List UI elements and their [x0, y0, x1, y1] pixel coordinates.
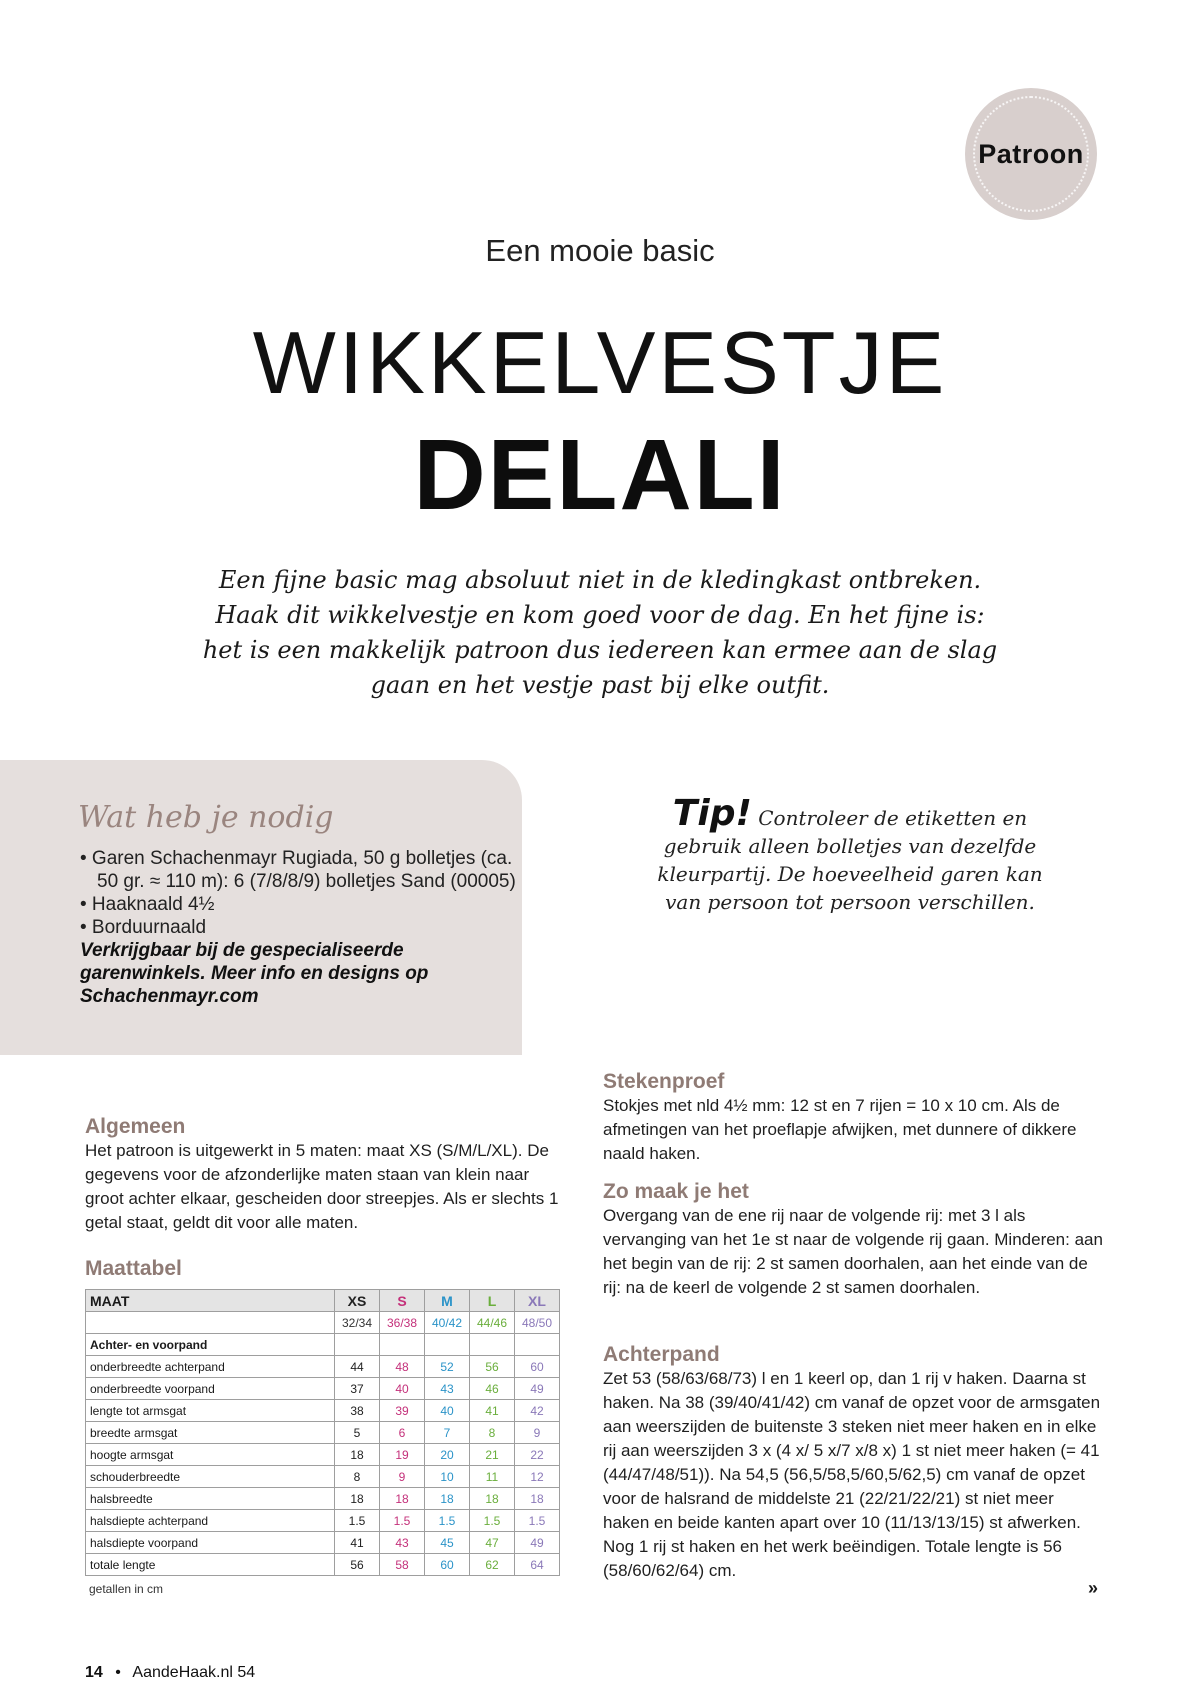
table-row	[86, 1400, 560, 1422]
row-label: halsdiepte achterpand	[86, 1510, 335, 1532]
materials-list	[80, 847, 520, 1008]
kicker: Een mooie basic	[485, 233, 715, 268]
section-empty	[470, 1334, 515, 1356]
size-range-row	[86, 1312, 560, 1334]
row-value: 41	[335, 1532, 380, 1554]
row-value: 1.5	[425, 1510, 470, 1532]
row-value: 48	[380, 1356, 425, 1378]
range-m: 40/42	[425, 1312, 470, 1334]
badge-label: Patroon	[978, 138, 1084, 169]
section-empty	[515, 1334, 560, 1356]
materials-item: • Garen Schachenmayr Rugiada, 50 g bolletjes (ca. 50 gr. ≈ 110 m): 6 (7/8/8/9) bolletjes Sand (00005)	[80, 848, 516, 892]
zomaak-heading: Zo maak je het	[603, 1180, 749, 1203]
row-value: 1.5	[515, 1510, 560, 1532]
title-line-1-text: WIKKELVESTJE	[252, 313, 948, 412]
row-value: 18	[515, 1488, 560, 1510]
row-value: 46	[470, 1378, 515, 1400]
row-value: 64	[515, 1554, 560, 1576]
row-value: 39	[380, 1400, 425, 1422]
materials-item: • Borduurnaald	[80, 917, 207, 938]
row-value: 8	[470, 1422, 515, 1444]
row-value: 8	[335, 1466, 380, 1488]
row-value: 44	[335, 1356, 380, 1378]
row-value: 43	[425, 1378, 470, 1400]
intro-text: Een fijne basic mag absoluut niet in de kledingkast ontbreken. Haak dit wikkelvestje en kom goed voor de dag. En het fijne is: het is een makkelijk patroon dus iedereen kan ermee aan de slag gaan en het vestje past bij elke outfit.	[202, 566, 998, 699]
algemeen-section	[85, 1115, 567, 1235]
materials-title: Wat heb je nodig	[78, 800, 334, 835]
row-value: 22	[515, 1444, 560, 1466]
table-row	[86, 1444, 560, 1466]
row-value: 21	[470, 1444, 515, 1466]
magazine-name: AandeHaak.nl 54	[132, 1664, 256, 1681]
row-label: totale lengte	[86, 1554, 335, 1576]
table-row	[86, 1510, 560, 1532]
row-value: 43	[380, 1532, 425, 1554]
row-value: 18	[335, 1488, 380, 1510]
row-label: hoogte armsgat	[86, 1444, 335, 1466]
row-label: halsbreedte	[86, 1488, 335, 1510]
row-value: 18	[335, 1444, 380, 1466]
maattabel-heading: Maattabel	[85, 1257, 182, 1280]
materials-item: • Haaknaald 4½	[80, 894, 215, 915]
stekenproef-text: Stokjes met nld 4½ mm: 12 st en 7 rijen = 10 x 10 cm. Als de afmetingen van het proeflapje afwijken, met dunnere of dikkere naald haken.	[603, 1096, 1077, 1163]
title-line-2: DELALI	[413, 419, 787, 531]
row-value: 60	[425, 1554, 470, 1576]
range-s: 36/38	[380, 1312, 425, 1334]
size-s: S	[380, 1290, 425, 1312]
achterpand-section	[603, 1343, 1103, 1583]
section-row	[86, 1334, 560, 1356]
row-value: 7	[425, 1422, 470, 1444]
table-row	[86, 1422, 560, 1444]
availability-note: Verkrijgbaar bij de gespecialiseerde garenwinkels. Meer info en designs op Schachenmayr.com	[80, 940, 429, 1007]
row-value: 40	[425, 1400, 470, 1422]
row-value: 1.5	[335, 1510, 380, 1532]
table-row	[86, 1554, 560, 1576]
row-value: 47	[470, 1532, 515, 1554]
patroon-badge	[965, 88, 1097, 220]
table-row	[86, 1466, 560, 1488]
row-value: 62	[470, 1554, 515, 1576]
size-m: M	[425, 1290, 470, 1312]
row-label: breedte armsgat	[86, 1422, 335, 1444]
section-empty	[380, 1334, 425, 1356]
row-value: 56	[470, 1356, 515, 1378]
table-footnote: getallen in cm	[89, 1582, 164, 1596]
algemeen-text: Het patroon is uitgewerkt in 5 maten: maat XS (S/M/L/XL). De gegevens voor de afzonderlijke maten staan van klein naar groot achter elkaar, gescheiden door streepjes. Als er slechts 1 getal staat, geldt dit voor alle maten.	[85, 1141, 559, 1232]
stekenproef-section	[603, 1070, 1103, 1166]
table-row	[86, 1356, 560, 1378]
achterpand-text: Zet 53 (58/63/68/73) l en 1 keerl op, dan 1 rij v haken. Daarna st haken. Na 38 (39/40/41/42) cm vanaf de opzet voor de armsgaten aan weerszijden de buitenste 3 steken niet meer haken en in elke rij aan weerszijden 3 x (4 x/ 5 x/7 x/8 x) 1 st niet meer haken (= 41 (44/47/48/51)). Na 54,5 (56,5/58,5/60,5/62,5) cm vanaf de opzet voor de halsrand de middelste 21 (22/21/22/21) st niet meer haken en beide kanten apart over 10 (11/13/13/15) st afwerken. Nog 1 rij st haken en het werk beëindigen. Totale lengte is 56 (58/60/62/64) cm.	[603, 1369, 1101, 1580]
row-value: 18	[380, 1488, 425, 1510]
row-value: 10	[425, 1466, 470, 1488]
row-value: 9	[380, 1466, 425, 1488]
range-xl: 48/50	[515, 1312, 560, 1334]
row-value: 60	[515, 1356, 560, 1378]
row-value: 6	[380, 1422, 425, 1444]
stekenproef-heading: Stekenproef	[603, 1070, 725, 1093]
row-value: 11	[470, 1466, 515, 1488]
page-number: 14	[85, 1664, 103, 1681]
size-xs: XS	[335, 1290, 380, 1312]
row-value: 18	[425, 1488, 470, 1510]
size-rows	[86, 1356, 560, 1576]
tip-text: Controleer de etiketten en gebruik alleen bolletjes van dezelfde kleurpartij. De hoeveelheid garen kan van persoon tot persoon verschillen.	[657, 806, 1043, 914]
row-value: 1.5	[380, 1510, 425, 1532]
size-xl: XL	[515, 1290, 560, 1312]
continue-mark: »	[1088, 1578, 1099, 1598]
achterpand-heading: Achterpand	[603, 1343, 720, 1366]
table-row	[86, 1488, 560, 1510]
row-label: onderbreedte voorpand	[86, 1378, 335, 1400]
row-value: 1.5	[470, 1510, 515, 1532]
row-value: 45	[425, 1532, 470, 1554]
section-empty	[425, 1334, 470, 1356]
size-header-label: MAAT	[86, 1290, 335, 1312]
footer-bullet: •	[115, 1664, 121, 1681]
row-value: 49	[515, 1532, 560, 1554]
zomaak-section	[603, 1180, 1103, 1300]
row-value: 37	[335, 1378, 380, 1400]
tip-block	[650, 793, 1050, 916]
range-l: 44/46	[470, 1312, 515, 1334]
algemeen-heading: Algemeen	[85, 1115, 186, 1138]
row-label: lengte tot armsgat	[86, 1400, 335, 1422]
row-label: onderbreedte achterpand	[86, 1356, 335, 1378]
row-value: 41	[470, 1400, 515, 1422]
table-row	[86, 1532, 560, 1554]
range-empty	[86, 1312, 335, 1334]
row-value: 20	[425, 1444, 470, 1466]
row-value: 52	[425, 1356, 470, 1378]
row-label: halsdiepte voorpand	[86, 1532, 335, 1554]
row-value: 38	[335, 1400, 380, 1422]
maattabel-section	[85, 1257, 567, 1596]
row-label: schouderbreedte	[86, 1466, 335, 1488]
row-value: 5	[335, 1422, 380, 1444]
zomaak-text: Overgang van de ene rij naar de volgende rij: met 3 l als vervanging van het 1e st naar de volgende rij gaan. Minderen: aan het begin van de rij: 2 st samen doorhalen, aan het einde van de rij: na de keerl de volgende 2 st samen doorhalen.	[603, 1206, 1103, 1297]
size-header-row	[86, 1290, 560, 1312]
row-value: 12	[515, 1466, 560, 1488]
section-empty	[335, 1334, 380, 1356]
title-line-1	[0, 312, 1200, 414]
row-value: 9	[515, 1422, 560, 1444]
section-label: Achter- en voorpand	[86, 1334, 335, 1356]
row-value: 42	[515, 1400, 560, 1422]
row-value: 58	[380, 1554, 425, 1576]
size-table	[85, 1289, 560, 1576]
row-value: 40	[380, 1378, 425, 1400]
tip-heading: Tip!	[672, 793, 752, 834]
size-l: L	[470, 1290, 515, 1312]
table-row	[86, 1378, 560, 1400]
range-xs: 32/34	[335, 1312, 380, 1334]
row-value: 18	[470, 1488, 515, 1510]
row-value: 19	[380, 1444, 425, 1466]
row-value: 49	[515, 1378, 560, 1400]
row-value: 56	[335, 1554, 380, 1576]
page-footer	[85, 1664, 255, 1682]
